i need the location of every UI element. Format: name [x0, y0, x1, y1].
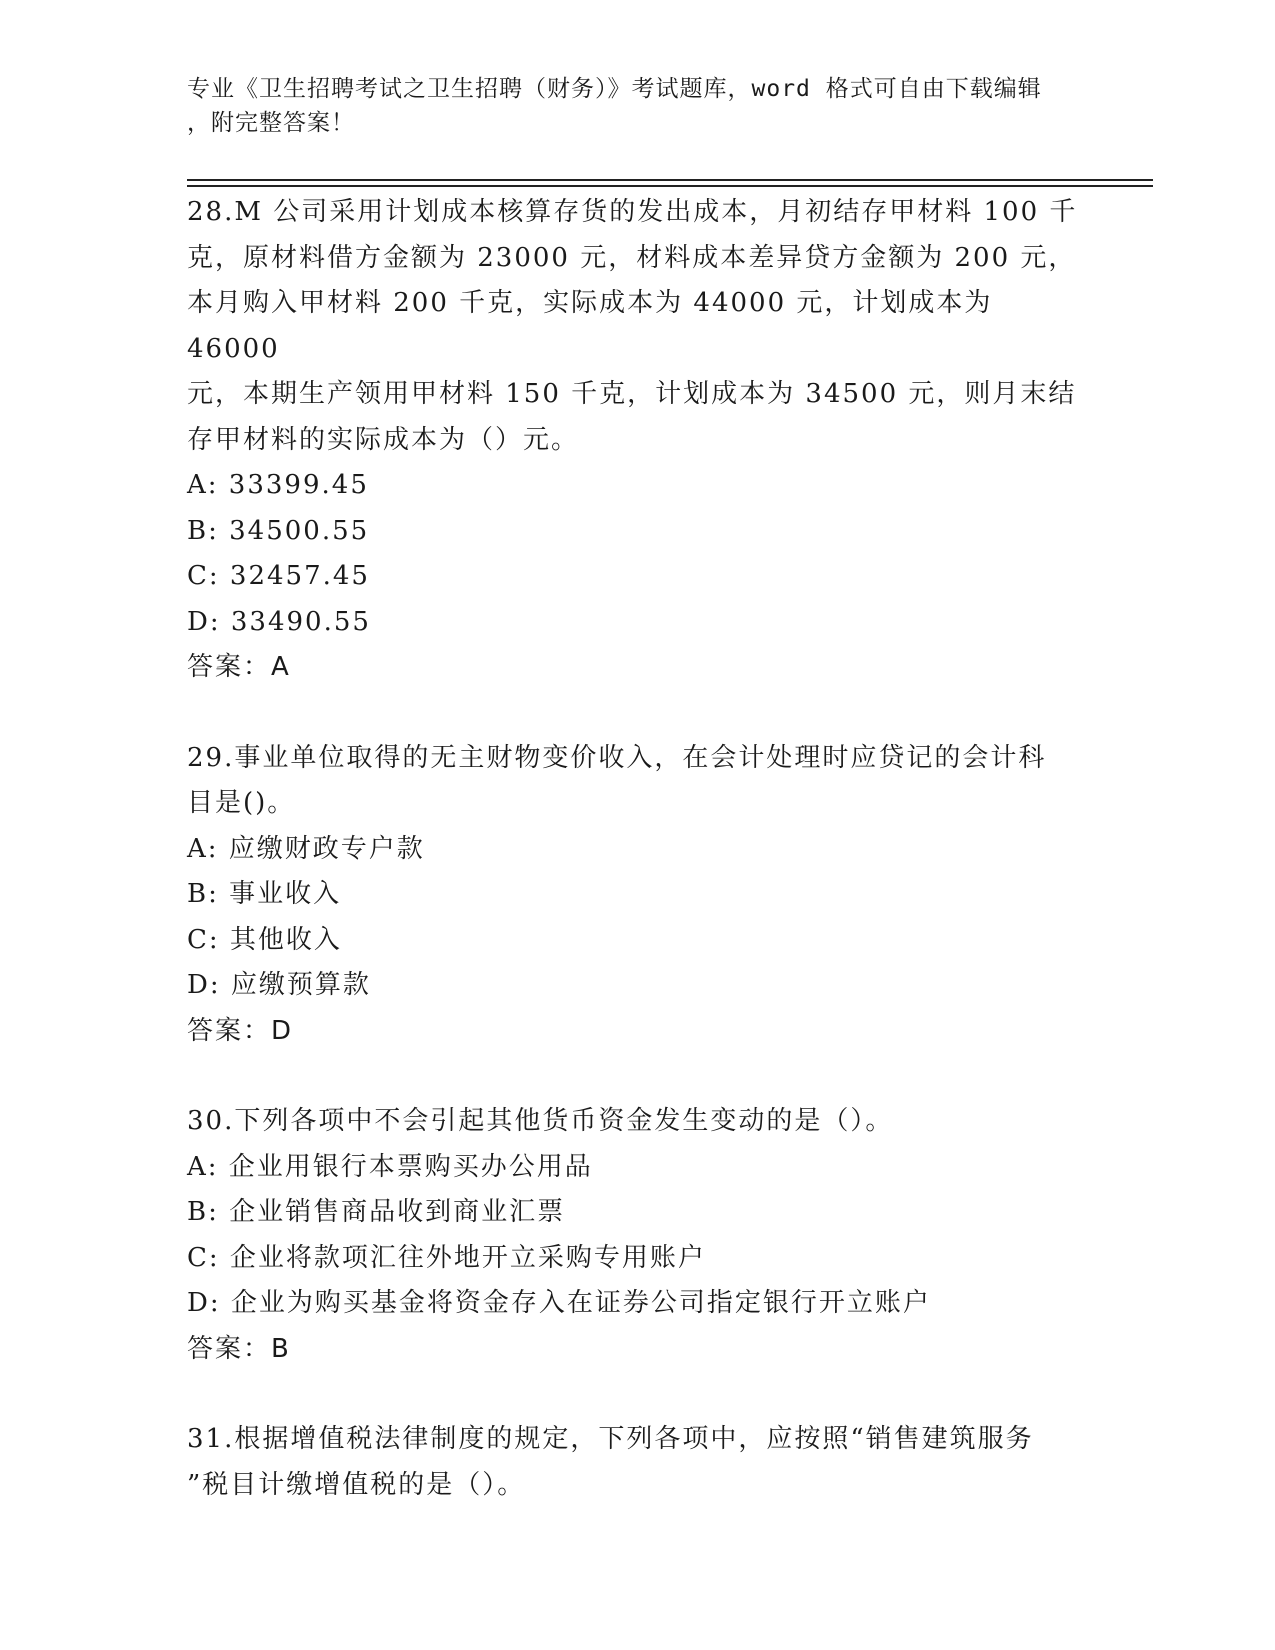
question-text-line: 本月购入甲材料 200 千克，实际成本为 44000 元，计划成本为 46000	[187, 288, 993, 364]
question-block	[187, 1099, 1087, 1372]
answer-option: B: 事业收入	[187, 879, 342, 909]
question-text-line: 29.事业单位取得的无主财物变价收入，在会计处理时应贷记的会计科	[187, 742, 1047, 773]
answer-option: B: 34500.55	[187, 515, 370, 546]
question-block	[187, 1417, 1087, 1508]
header-divider-top	[187, 179, 1153, 181]
question-text-line: 目是()。	[187, 788, 296, 818]
answer-option: D: 33490.55	[187, 606, 371, 637]
question-list	[187, 190, 1087, 1508]
answer-option: C: 企业将款项汇往外地开立采购专用账户	[187, 1242, 706, 1273]
answer-option: D: 企业为购买基金将资金存入在证券公司指定银行开立账户	[187, 1288, 931, 1318]
question-block	[187, 736, 1087, 1055]
header-divider-bottom	[187, 185, 1153, 187]
question-text-line: 31.根据增值税法律制度的规定，下列各项中，应按照“销售建筑服务	[187, 1424, 1034, 1454]
question-text-line: 28.M 公司采用计划成本核算存货的发出成本，月初结存甲材料 100 千	[187, 197, 1078, 227]
header-line-2: ，附完整答案！	[187, 110, 355, 136]
question-text-line: ”税目计缴增值税的是（）。	[187, 1469, 526, 1500]
answer-key: 答案：B	[187, 1333, 291, 1364]
document-header	[187, 72, 1087, 140]
answer-key: 答案：D	[187, 1015, 294, 1046]
answer-key: 答案：A	[187, 652, 291, 682]
answer-option: C: 其他收入	[187, 924, 342, 955]
answer-option: B: 企业销售商品收到商业汇票	[187, 1197, 566, 1227]
header-line-1: 专业《卫生招聘考试之卫生招聘（财务）》考试题库，word 格式可自由下载编辑	[187, 76, 1042, 102]
question-text-line: 30.下列各项中不会引起其他货币资金发生变动的是（）。	[187, 1106, 894, 1136]
answer-option: C: 32457.45	[187, 561, 370, 591]
question-text-line: 克，原材料借方金额为 23000 元，材料成本差异贷方金额为 200 元，	[187, 242, 1077, 273]
answer-option: A: 应缴财政专户款	[187, 833, 425, 864]
question-text-line: 元，本期生产领用甲材料 150 千克，计划成本为 34500 元，则月末结	[187, 379, 1077, 409]
answer-option: A: 33399.45	[187, 470, 369, 500]
question-block	[187, 190, 1087, 691]
question-text-line: 存甲材料的实际成本为（）元。	[187, 424, 580, 455]
answer-option: A: 企业用银行本票购买办公用品	[187, 1151, 593, 1182]
answer-option: D: 应缴预算款	[187, 970, 371, 1000]
